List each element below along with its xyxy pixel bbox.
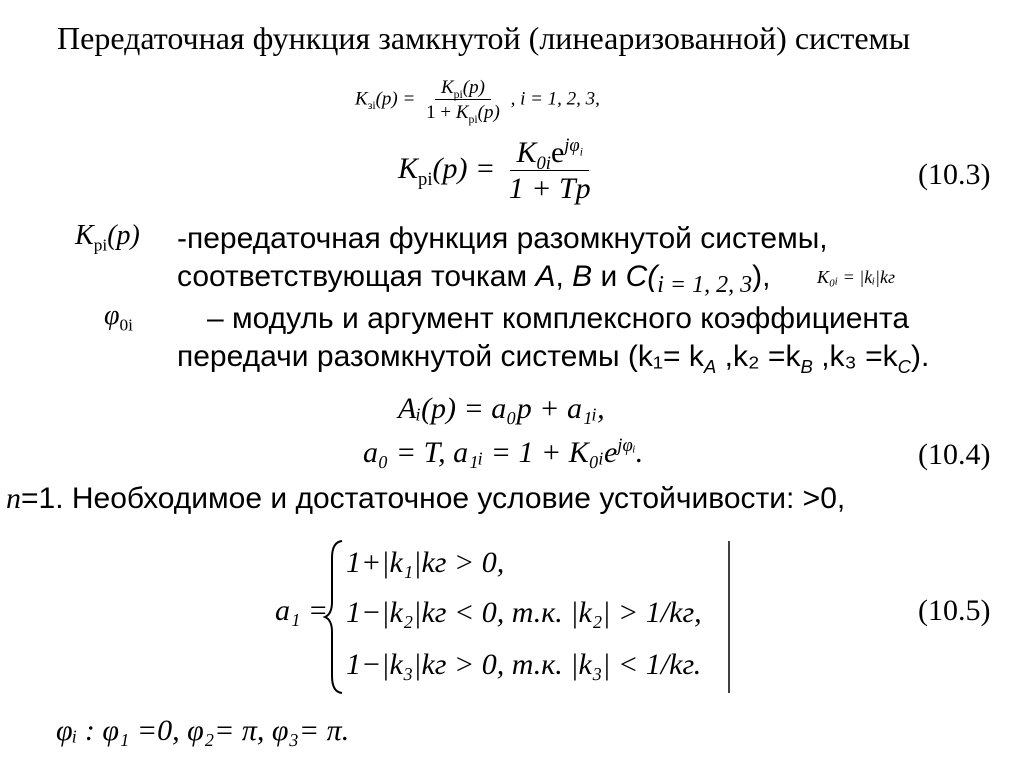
def2-mid2: ,k₃ =k (812, 340, 898, 373)
equation-coefficients (363, 435, 644, 469)
def2-line2-text: передачи разомкнутой системы (k₁= k (177, 340, 704, 373)
eq2-lhs-k: K (398, 151, 419, 185)
eq1-fraction (420, 77, 506, 126)
eq1-num-sub: pi (453, 87, 463, 101)
def1-index-range: i = 1, 2, 3 (657, 272, 753, 298)
definition-line-4 (177, 340, 930, 377)
stability-condition-text (6, 484, 845, 514)
eq2-lhs-sub: pi (418, 168, 433, 190)
eq5-row-2: 1−|k₂|kг < 0, т.к. |k₂| > 1/kг, (346, 596, 702, 629)
equation-number-10-4: (10.4) (918, 438, 991, 471)
eq1-den-k: K (455, 102, 469, 123)
definition-k0-expression: K₀ᵢ = |kᵢ|kг (817, 267, 896, 287)
condition-n: n (6, 482, 21, 515)
def1-point-a: A (535, 260, 556, 293)
equation-characteristic-poly: Aᵢ(p) = a₀p + a₁ᵢ, (398, 392, 605, 425)
def1-point-c: C( (625, 260, 658, 293)
def2-symbol: φ (104, 300, 120, 331)
phase-values: φᵢ : φ₁ =0, φ₂= π, φ₃= π. (56, 714, 350, 747)
def2-mid1: ,k₂ =k (716, 340, 801, 373)
eq2-num-sup: jφ (564, 135, 580, 156)
eq1-lhs-arg: (p) = (375, 88, 416, 110)
eq2-num-e: e (550, 136, 565, 169)
eq1-num-arg: (p) (462, 77, 485, 98)
definition-symbol-phi (104, 300, 134, 335)
definition-symbol-kp (75, 220, 140, 255)
eq2-num-k: K (516, 136, 537, 169)
def1-symbol-sub: pi (93, 235, 108, 255)
eq1-lhs-sub: зi (367, 99, 376, 113)
eq1-index: , i = 1, 2, 3, (510, 88, 600, 110)
eq1-num-k: K (440, 77, 454, 98)
eq2-den: 1 + Tp (508, 172, 591, 205)
def2-sub-a: A (703, 356, 717, 377)
eq5-lhs: a₁ = (275, 594, 329, 627)
definition-line-2 (177, 260, 771, 298)
eq2-num-sub: 0i (536, 153, 551, 174)
equation-number-10-5: (10.5) (918, 594, 991, 627)
eq1-den-sub: pi (468, 112, 478, 126)
eq5-brace (322, 538, 346, 696)
eq4-line2: a₀ = T, a₁ᵢ = 1 + K₀ᵢe (363, 436, 618, 469)
equation-closed-loop (355, 77, 600, 126)
eq1-lhs-k: K (355, 88, 368, 110)
definition-line-3: – модуль и аргумент комплексного коэффициента (207, 302, 910, 335)
def1-close: ), (752, 260, 771, 293)
eq1-den-one: 1 + (426, 102, 452, 123)
def1-and: и (592, 260, 626, 293)
def1-line2-text: соответствующая точкам (177, 260, 536, 293)
eq4-line2-sup: jφᵢ (617, 435, 636, 456)
eq4-line2-end: . (635, 436, 644, 469)
eq5-row-1: 1+|k₁|kг > 0, (346, 546, 505, 579)
def2-sub-b: B (800, 356, 813, 377)
def2-sub-c: C (897, 356, 912, 377)
def2-end: ). (911, 340, 930, 373)
eq2-num-sup-sub: i (579, 146, 583, 159)
eq2-fraction (503, 135, 597, 205)
eq5-row-3: 1−|k₃|kг > 0, т.к. |k₃| < 1/kг. (346, 648, 702, 681)
eq5-right-bar (726, 538, 736, 696)
slide-title: Передаточная функция замкнутой (линеаризованной) системы (57, 20, 911, 56)
def1-symbol-k: K (75, 220, 94, 251)
def1-symbol-arg: (p) (107, 220, 140, 251)
def2-symbol-sub: 0i (119, 315, 134, 335)
definition-line-1: -передаточная функция разомкнутой системы, (177, 222, 828, 255)
def1-point-b: B (572, 260, 593, 293)
condition-text: =1. Необходимое и достаточное условие устойчивости: >0, (21, 482, 846, 515)
eq2-lhs-arg: (p) = (432, 151, 496, 185)
equation-open-loop (398, 135, 597, 205)
eq1-den-arg: (p) (477, 102, 500, 123)
def1-sep: , (555, 260, 573, 293)
equation-number-10-3: (10.3) (918, 158, 991, 191)
